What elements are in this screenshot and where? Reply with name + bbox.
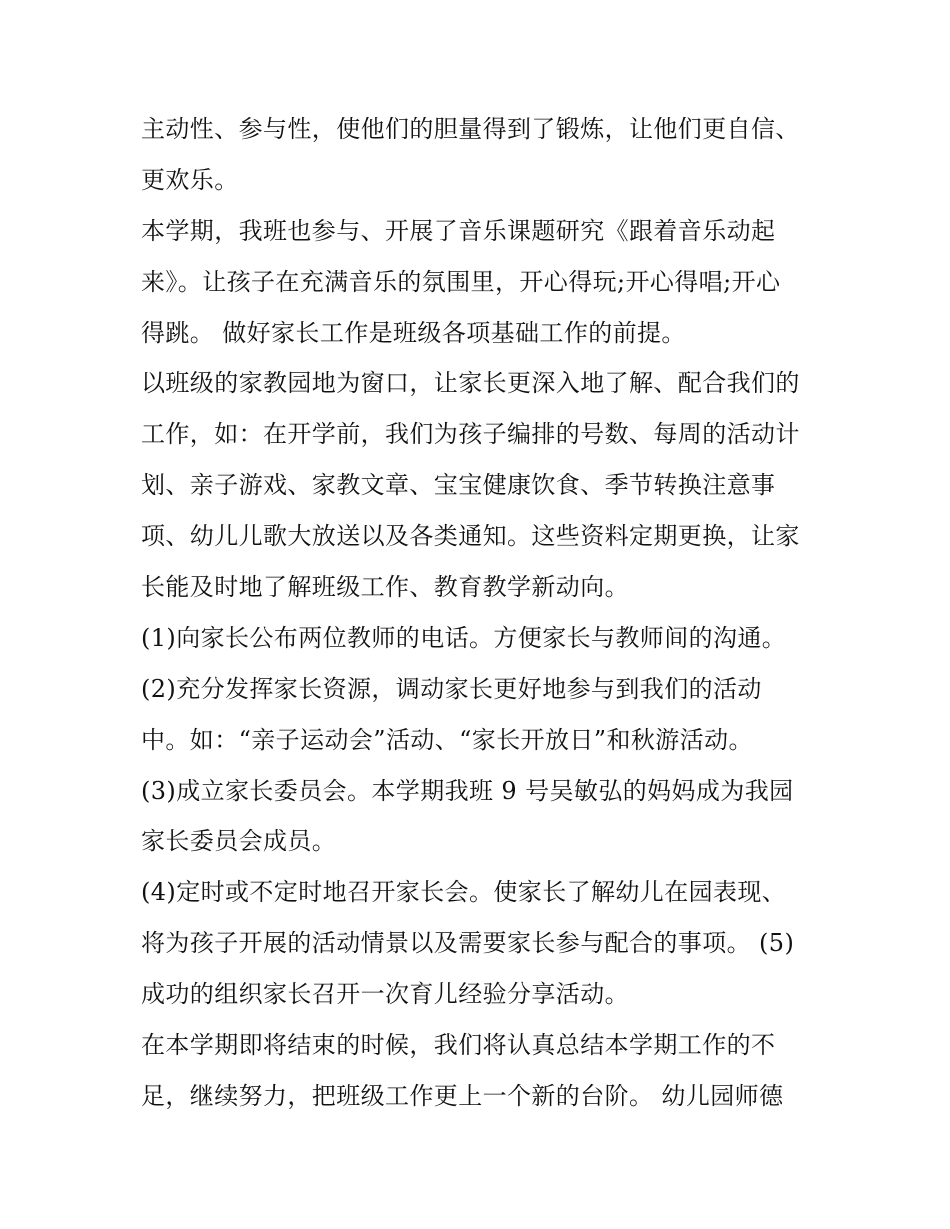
- text-line: 在本学期即将结束的时候，我们将认真总结本学期工作的不: [141, 1031, 776, 1060]
- text-line: 来》。让孩子在充满音乐的氛围里，开心得玩;开心得唱;开心: [141, 267, 781, 296]
- text-line: (3)成立家长委员会。本学期我班 9 号吴敏弘的妈妈成为我园: [141, 776, 794, 805]
- text-line: 划、亲子游戏、家教文章、宝宝健康饮食、季节转换注意事: [141, 471, 776, 500]
- text-line: 得跳。 做好家长工作是班级各项基础工作的前提。: [141, 318, 686, 347]
- text-line: (1)向家长公布两位教师的电话。方便家长与教师间的沟通。: [141, 623, 787, 652]
- document-text-body: [141, 104, 821, 1122]
- text-line: 工作，如：在开学前，我们为孩子编排的号数、每周的活动计: [141, 420, 800, 449]
- text-line: 将为孩子开展的活动情景以及需要家长参与配合的事项。 (5): [141, 929, 795, 958]
- text-line: 以班级的家教园地为窗口，让家长更深入地了解、配合我们的: [141, 369, 800, 398]
- text-line: 家长委员会成员。: [141, 827, 337, 856]
- text-line: (2)充分发挥家长资源，调动家长更好地参与到我们的活动: [141, 674, 762, 703]
- text-line: 成功的组织家长召开一次育儿经验分享活动。: [141, 980, 629, 1009]
- text-line: 足，继续努力，把班级工作更上一个新的台阶。 幼儿园师德: [141, 1081, 784, 1110]
- text-line: 更欢乐。: [141, 165, 239, 194]
- text-line: (4)定时或不定时地召开家长会。使家长了解幼儿在园表现、: [141, 878, 787, 907]
- text-line: 项、幼儿儿歌大放送以及各类通知。这些资料定期更换，让家: [141, 522, 800, 551]
- text-line: 主动性、参与性，使他们的胆量得到了锻炼，让他们更自信、: [141, 115, 800, 143]
- text-line: 长能及时地了解班级工作、教育教学新动向。: [141, 573, 629, 602]
- text-line: 中。如：“亲子运动会”活动、“家长开放日”和秋游活动。: [141, 725, 753, 754]
- text-line: 本学期，我班也参与、开展了音乐课题研究《跟着音乐动起: [141, 216, 776, 245]
